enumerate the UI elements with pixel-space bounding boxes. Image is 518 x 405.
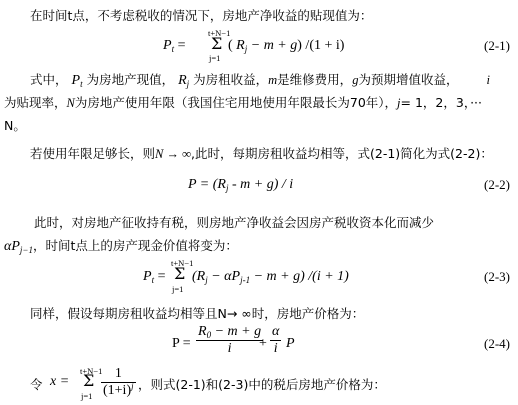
x-sum-lower: j=1 [81, 391, 93, 401]
equation-2-4 [0, 324, 518, 368]
eq4-fraction: $\frac{R_0 - m + g}{i}$ [198, 324, 262, 356]
equation-2-2 [0, 177, 518, 201]
after-tax-intro: ，则式(2-1)和(2-3)中的税后房地产价格为： [138, 377, 386, 392]
paragraph-definitions-line2: 为贴现率，N为房地产使用年限（我国住宅用地使用年限最长为70年），j= 1，2，3，··· [4, 95, 482, 110]
equation-2-3 [0, 258, 518, 296]
paragraph-long-term: 若使用年限足够长，则N → ∞,此时，每期房租收益均相等，式(2-1)简化为式(2-2)： [30, 146, 493, 161]
paragraph-intro: 在时间t点，不考虑税收的情况下，房地产净收益的贴现值为： [30, 8, 373, 23]
let-label: 令 [30, 377, 43, 392]
eq3-sum-upper: t+N−1 [171, 258, 194, 268]
paragraph-definitions-line1: 式中， $P_t$ 为房地产现值， $R_j$ 为房租收益，m是维修费用，g为预期增值收益， i [30, 72, 490, 89]
eq4-number: (2-4) [484, 336, 510, 351]
eq2-number: (2-2) [484, 177, 510, 192]
eq4-alpha-fraction: $\frac{\alpha}{i}$ [272, 324, 280, 356]
eq1-sigma: Σ [211, 34, 223, 53]
eq4-lhs: P = [172, 336, 191, 351]
eq2-body: $P = (R_j - m + g) / i$ [188, 177, 294, 193]
x-fraction: $\frac{1}{(1+i)^j}$ [103, 366, 134, 398]
eq1-body: ( $R_j - m + g$) /(1 + i) [228, 38, 345, 54]
eq4-plus: + [259, 336, 267, 351]
paragraph-equal-rent: 同样，假设每期房租收益均相等且N→ ∞时，房地产价格为： [30, 306, 365, 321]
paragraph-cash-value: $\alpha P_{j-1}$，时间t点上的房产现金价值将变为： [4, 238, 238, 255]
x-sum-upper: t+N−1 [80, 366, 103, 376]
eq1-number: (2-1) [484, 38, 510, 53]
eq3-body: $(R_j - \alpha P_{j-1} - m + g) /(i + 1)$ [192, 269, 349, 285]
eq3-sigma: Σ [174, 264, 186, 283]
x-def: x = [50, 374, 70, 389]
eq3-lhs: $P_t$ = [143, 269, 166, 285]
eq3-sum-lower: j=1 [172, 284, 184, 294]
equation-2-1 [0, 28, 518, 64]
eq4-tail: P [286, 336, 295, 351]
paragraph-let-x [0, 366, 518, 405]
x-sigma: Σ [83, 371, 95, 390]
eq1-sum-upper: t+N−1 [208, 28, 231, 38]
paragraph-definitions-line3: N。 [4, 118, 26, 133]
paragraph-holding-tax: 此时，对房地产征收持有税，则房地产净收益会因房产税收资本化而减少 [34, 215, 435, 230]
eq3-number: (2-3) [484, 269, 510, 284]
eq1-sum-lower: j=1 [209, 53, 221, 63]
eq1-lhs: $P_t$ = [163, 38, 186, 54]
